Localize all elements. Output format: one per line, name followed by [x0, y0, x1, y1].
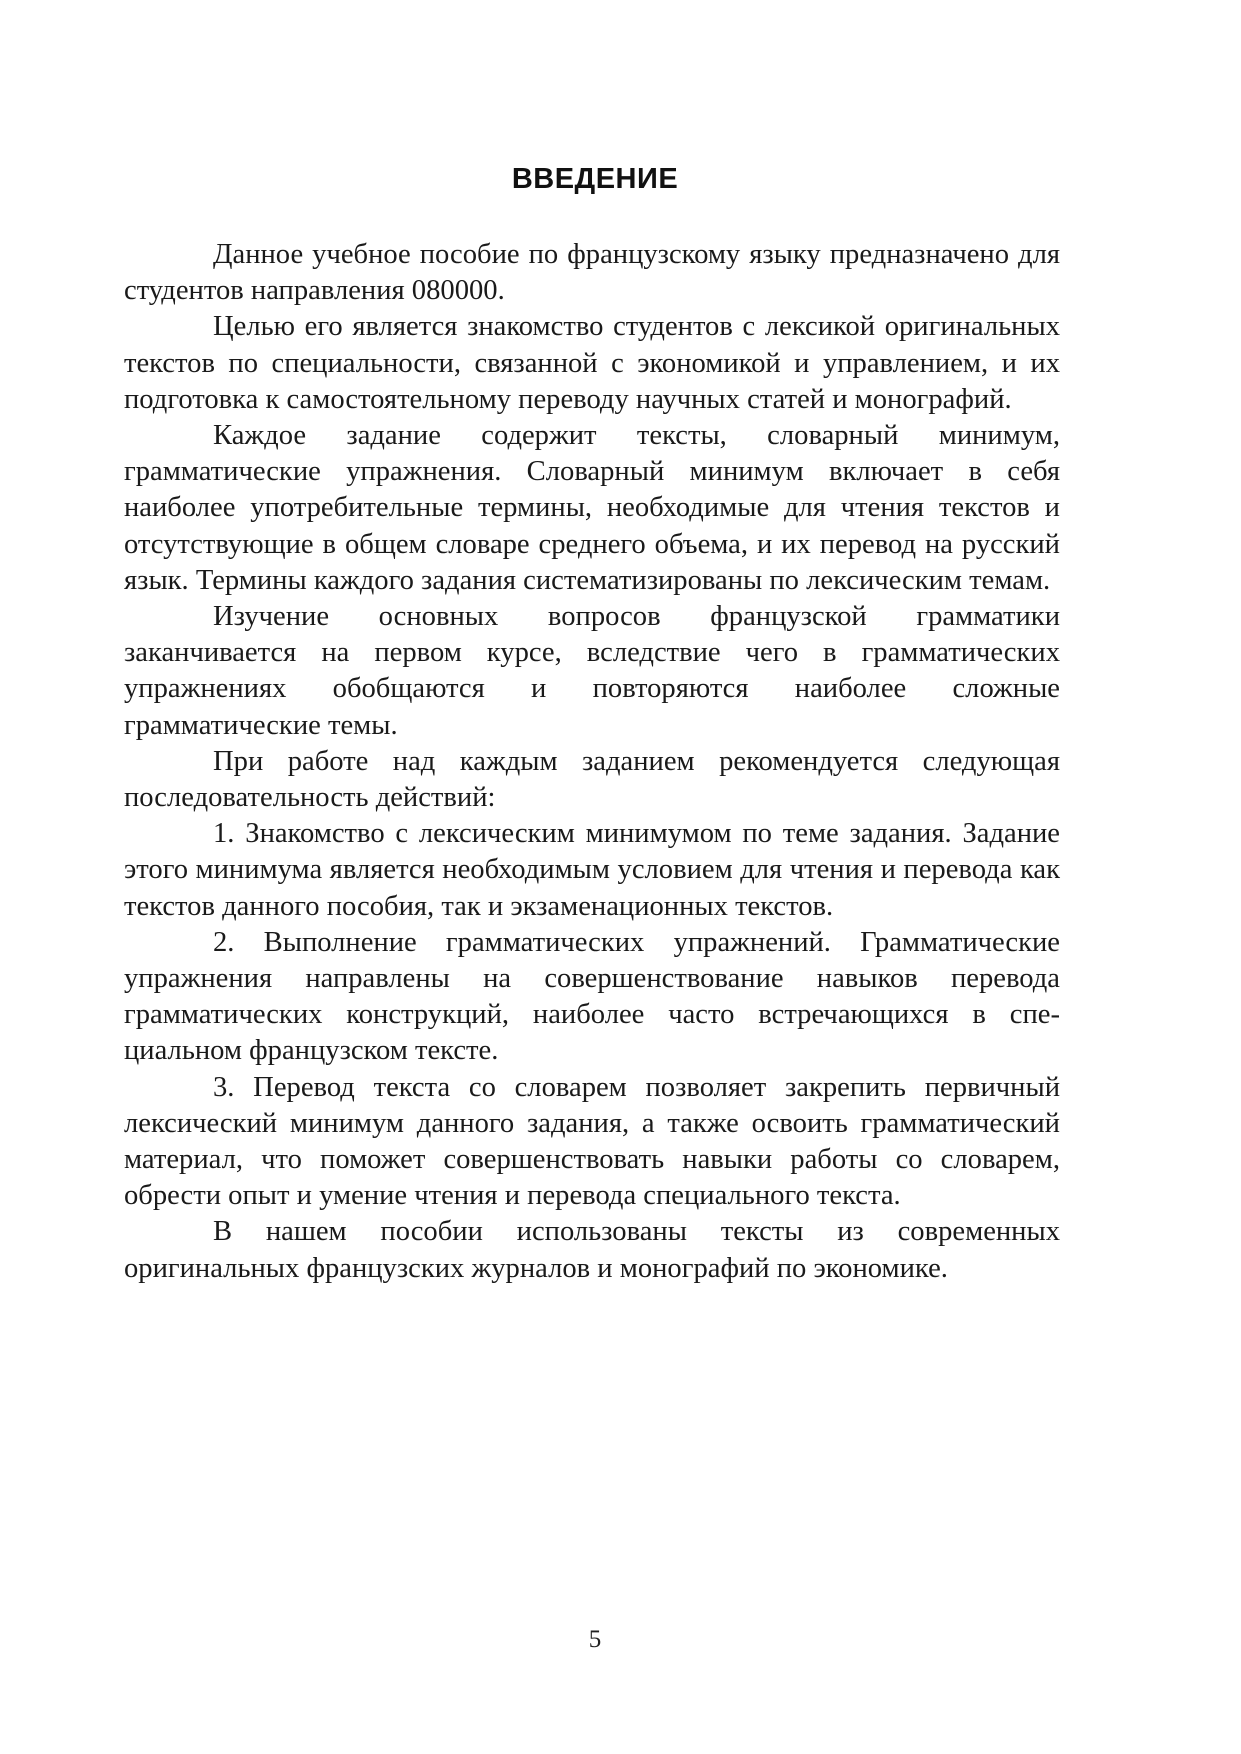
list-item: 3. Перевод текста со словарем позволяет закрепить первичный лексический минимум данного задания, а также освоить грамматический материал, что поможет совершенствовать навыки работы со словарем, обрести опыт и умение чтения и перевода специального текста.: [124, 1071, 1060, 1212]
paragraph: Целью его является знакомство студентов с лексикой оригинальных текстов по специальности, связанной с экономикой и управлением, и их подготовка к самостоятельному переводу научных статей и монографий.: [124, 311, 1060, 415]
body-text: [124, 237, 1060, 1287]
page-number: 5: [588, 1626, 602, 1653]
paragraph: Данное учебное пособие по французскому языку предназначено для студентов направления 080000.: [124, 239, 1060, 307]
paragraph: В нашем пособии использованы тексты из современных оригинальных французских журналов и монографий по экономике.: [124, 1216, 1060, 1284]
list-item: 1. Знакомство с лексическим минимумом по теме задания. Задание этого минимума является необходимым условием для чтения и перевода как текстов данного пособия, так и экзаменационных текстов.: [124, 818, 1060, 922]
list-item: 2. Выполнение грамматических упражнений. Грамматические упражнения направлены на совершенствование навыков перевода грамматических конструкций, наиболее часто встречающихся в специальном французском тексте.: [124, 926, 1060, 1067]
page-title: ВВЕДЕНИЕ: [511, 163, 679, 195]
paragraph: Изучение основных вопросов французской грамматики заканчивается на первом курсе, вследствие чего в грамматических упражнениях обобщаются и повторяются наиболее сложные грамматические темы.: [124, 601, 1060, 741]
paragraph: При работе над каждым заданием рекомендуется следующая последовательность действий:: [124, 745, 1060, 814]
paragraph: Каждое задание содержит тексты, словарный минимум, грамматические упражнения. Словарный минимум включает в себя наиболее употребительные термины, необходимые для чтения текстов и отсутствующие в общем словаре среднего объема, и их перевод на русский язык. Термины каждого задания систематизированы по лексическим темам.: [124, 420, 1060, 596]
